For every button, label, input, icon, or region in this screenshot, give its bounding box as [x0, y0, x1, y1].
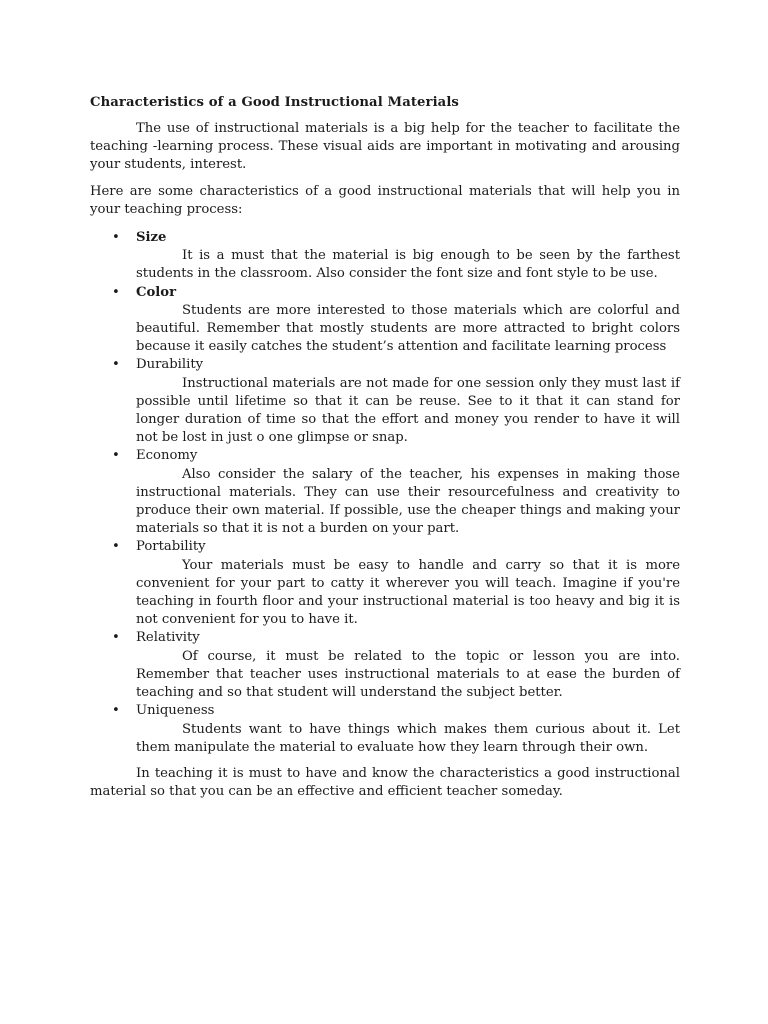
item-heading-portability: Portability	[136, 539, 206, 555]
list-item-economy	[90, 447, 680, 538]
item-description-economy: Also consider the salary of the teacher, his expenses in making those instructional materials. They can use their resourcefulness and creativity to produce their own material. If possible, use the cheaper things and making your materials so that it is not a burden on your part.	[136, 466, 680, 537]
bullet-icon: •	[112, 357, 120, 373]
item-description-relativity: Of course, it must be related to the topic or lesson you are into. Remember that teacher uses instructional materials to at ease the burden of teaching and so that student will understand the subject better.	[136, 648, 680, 701]
list-item-relativity	[90, 629, 680, 702]
item-description-color: Students are more interested to those materials which are colorful and beautiful. Remember that mostly students are more attracted to bright colors because it easily catches the student’s attention and facilitate learning process	[136, 302, 680, 355]
item-heading-uniqueness: Uniqueness	[136, 703, 215, 719]
characteristics-list	[90, 229, 680, 757]
intro-paragraph: The use of instructional materials is a big help for the teacher to facilitate the teaching -learning process. These visual aids are important in motivating and arousing your students, interest.	[90, 121, 680, 173]
list-item-portability	[90, 538, 680, 629]
list-item-size	[90, 229, 680, 284]
bullet-icon: •	[112, 230, 120, 246]
item-heading-color: Color	[136, 284, 177, 300]
item-heading-economy: Economy	[136, 448, 198, 464]
list-item-color	[90, 284, 680, 357]
item-description-portability: Your materials must be easy to handle and carry so that it is more convenient for your part to catty it wherever you will teach. Imagine if you're teaching in fourth floor and your instructional material is too heavy and big it is not convenient for you to have it.	[136, 557, 680, 628]
bullet-icon: •	[112, 539, 120, 555]
list-item-durability	[90, 356, 680, 447]
item-description-uniqueness: Students want to have things which makes them curious about it. Let them manipulate the material to evaluate how they learn through their own.	[136, 721, 680, 755]
item-heading-relativity: Relativity	[136, 630, 200, 646]
bullet-icon: •	[112, 630, 120, 646]
item-description-size: It is a must that the material is big enough to be seen by the farthest students in the classroom. Also consider the font size and font style to be use.	[136, 248, 680, 282]
list-item-uniqueness	[90, 702, 680, 757]
bullet-icon: •	[112, 703, 120, 719]
lead-paragraph: Here are some characteristics of a good instructional materials that will help you in your teaching process:	[90, 183, 680, 217]
bullet-icon: •	[112, 284, 120, 300]
item-heading-size: Size	[136, 230, 167, 246]
item-description-durability: Instructional materials are not made for one session only they must last if possible until lifetime so that it can be reuse. See to it that it can stand for longer duration of time so that the effort and money you render to have it will not be lost in just o one glimpse or snap.	[136, 375, 680, 446]
closing-paragraph: In teaching it is must to have and know the characteristics a good instructional material so that you can be an effective and efficient teacher someday.	[90, 765, 680, 800]
document-title: Characteristics of a Good Instructional Materials	[90, 95, 459, 110]
item-heading-durability: Durability	[136, 357, 204, 373]
bullet-icon: •	[112, 448, 120, 464]
